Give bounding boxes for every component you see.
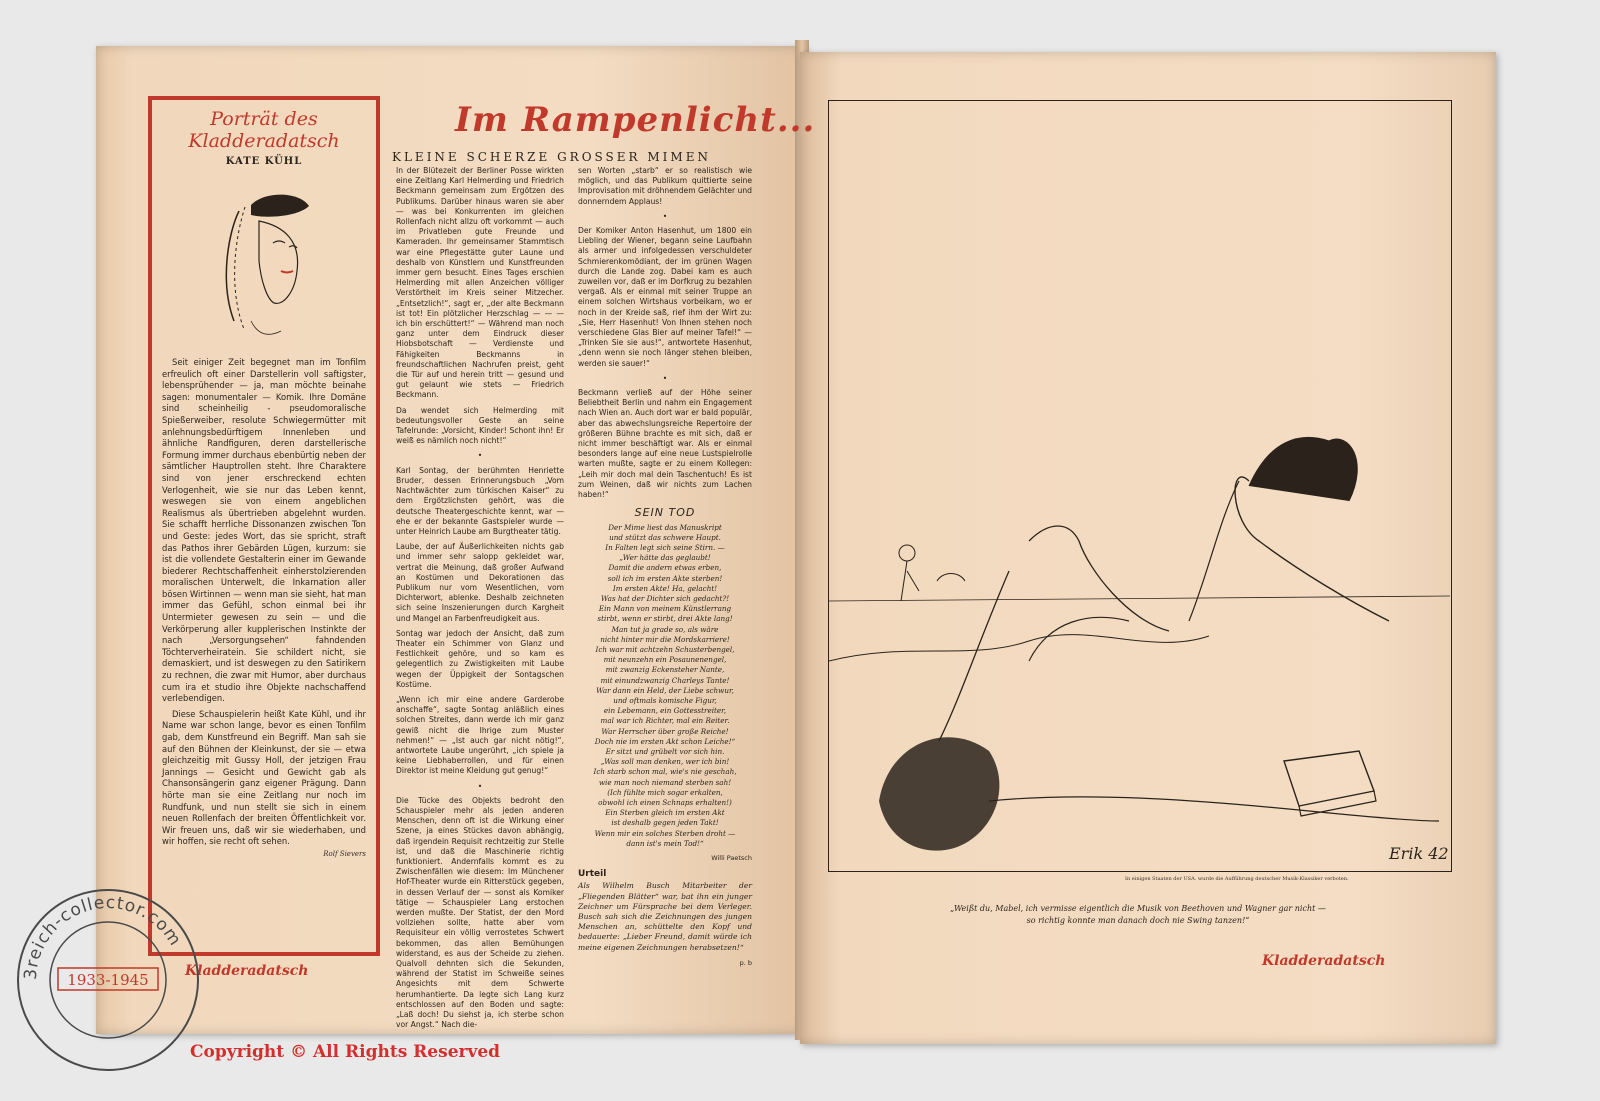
portrait-caricature-image (189, 171, 339, 351)
cartoon-credit: In einigen Staaten der USA. wurde die Aufführung deutscher Musik-Klassiker verboten. (1125, 876, 1349, 882)
portrait-author: Rolf Sievers (323, 849, 366, 858)
poem-line: ein Lebemann, ein Gottesstreiter, (603, 706, 727, 716)
cartoon-frame (828, 100, 1452, 872)
article-paragraph: Laube, der auf Äußerlichkeiten nichts gab und immer sehr salopp gekleidet war, vertrat die Meinung, daß großer Aufwand an Kostümen und Dekorationen das Publikum nur vom Wesentlichen, vom Dichterwort, ablenke. Deshalb zeichneten sich seine Inszenierungen durch Kargheit und Mangel an Farbenfreudigkeit aus. (396, 542, 564, 623)
separator-dot: • (662, 373, 668, 383)
poem-line: Ein Sterben gleich im ersten Akt (605, 808, 725, 818)
portrait-text (162, 357, 366, 848)
poem (578, 523, 752, 850)
portrait-paragraph: Seit einiger Zeit begegnet man im Tonfilm erfreulich oft einer Darstellerin voll saftigster, lebensprühender — ja, man möchte beinahe sagen: monumentaler — Komik. Ihre Domäne sind scheinheilig - pseudomoralische Spießerweiber, resolute Schwiegermütter mit anlehnungsbedürftigem Innenleben und ähnliche Randfiguren, deren darstellerische Formung immer durchaus ebenbürtig neben der sämtlicher Hauptrollen steht. Ihre Charaktere sind von jener erschreckend echten Verlogenheit, wie sie nur das Leben kennt, weswegen sie von einem angeblichen Realismus als übertrieben abgelehnt wurden. Sie schafft herrliche Dissonanzen zwischen Ton und Geste: jedes Wort, das sie spricht, straft das Pathos ihrer Gebärden Lügen, kurzum: sie ist die vollendete Gestalterin einer im Gewande biederer Rechtschaffenheit einherstolzierenden moralischen Unterwelt, die Inkarnation aller bösen Wirtinnen — wenn man sie sieht, hat man immer das Gefühl, schon einmal bei ihr Untermieter gewesen zu sein — und die Verkörperung aller kupplerischen Instinkte der nach „Versorgungsehen“ fahndenden Töchterverheiratein. Sie schildert nicht, sie demaskiert, und ist deswegen zu den Satirikern zu rechnen, die zwar mit Humor, aber durchaus cum ira et studio ihre Objekte nachschaffend verlebendigen. (162, 357, 366, 704)
article-paragraph: Da wendet sich Helmerding mit bedeutungsvoller Geste an seine Tafelrunde: „Vorsicht, Kinder! Schont ihn! Er weiß es nämlich noch nicht!“ (396, 405, 564, 446)
collector-stamp-watermark (14, 886, 202, 1074)
poem-line: War Herrscher über große Reiche! (601, 726, 729, 736)
poem-line: mit zwanzig Eckensteher Nante, (605, 665, 725, 675)
poem-line: und stützt das schwere Haupt. (609, 532, 721, 542)
poem-line: Damit die andern etwas erben, (608, 563, 722, 573)
article-paragraph: Der Komiker Anton Hasenhut, um 1800 ein Liebling der Wiener, begann seine Laufbahn als armer und infolgedessen verschuldeter Schmierenkomödiant, der im grünen Wagen durch die Lande zog. Dabei kam es auch zuweilen vor, daß er im Dorfkrug zu bezahlen vergaß. Als er einmal mit seiner Truppe an einem solchen Wirtshaus vorbeikam, wo er noch in der Kreide saß, rief ihm der Wirt zu: „Sie, Herr Hasenhut! Von Ihnen stehen noch verschiedene Glas Bier auf meiner Tafel!“ — „Trinken Sie sie aus!“, antwortete Hasenhut, „denn wenn sie noch länger stehen bleiben, werden sie sauer!“ (578, 226, 752, 368)
stamp-years: 1933-1945 (67, 971, 149, 989)
article-paragraph: Beckmann verließ auf der Höhe seiner Beliebtheit Berlin und nahm ein Engagement nach Wien an. Auch dort war er bald populär, aber das abwechslungsreiche Repertoire der größeren Bühne brachte es mit sich, daß er nicht immer beschäftigt war. Als er einmal besonders lange auf eine neue Lustspielrolle warten mußte, sagte er zu einem Kollegen: „Leih mir doch mal dein Taschentuch! Es ist zum Weinen, daß wir nichts zum Lachen haben!“ (578, 388, 752, 500)
caption-line: so richtig konnte man danach doch nie Swing tanzen!“ (1026, 916, 1250, 925)
portrait-paragraph: Diese Schauspielerin heißt Kate Kühl, und ihr Name war schon lange, bevor es einen Tonfilm gab, dem Kunstfreund ein Begriff. Man sah sie auf den Bühnen der Kleinkunst, der sie — etwa gleichzeitig mit Gussy Holl, der jetzigen Frau Jannings — Gesicht und Gewicht gab als Chansonsängerin ganz eigener Prägung. Dann hörte man sie eine Zeitlang nur noch im Rundfunk, und nun stellt sie sich in einem neuen Rollenfach der breiten Öffentlichkeit vor. Wir freuen uns, daß wir sie wiederhaben, und wir hoffen, sie recht oft sehen. (162, 708, 366, 847)
copyright-notice: Copyright © All Rights Reserved (190, 1042, 501, 1062)
poem-line: nicht hinter mir die Mordskarriere! (600, 634, 730, 644)
poem-line: mit neunzehn ein Posaunenengel, (603, 655, 727, 665)
poem-line: mit einundzwanzig Charleys Tante! (600, 675, 730, 685)
poem-line: Man tut ja grade so, als wäre (611, 624, 719, 634)
poem-line: Ich war mit achtzehn Schusterbengel, (595, 644, 735, 654)
poem-line: stirbt, wenn er stirbt, drei Akte lang! (597, 614, 733, 624)
article-paragraph: In der Blütezeit der Berliner Posse wirkten eine Zeitlang Karl Helmerding und Friedrich Beckmann gemeinsam zum Ergötzen des Publikums. Darüber hinaus waren sie aber — was bei Konkurrenten im gleichen Rollenfach nicht allzu oft vorkommt — auch im Privatleben gute Freunde und Kameraden. Ihr gemeinsamer Stammtisch war eine Pflegestätte guter Laune und deshalb von Künstlern und Kunstfreunden immer gern besucht. Eines Tages erschien Helmerding mit allen Anzeichen völliger Verstörtheit im Kreis seiner Mitzecher. „Entsetzlich!“, sagt er, „der alte Beckmann ist tot! Ein plötzlicher Herzschlag — — — ich bin erschüttert!“ — Während man noch ganz unter dem Eindruck dieser Hiobsbotschaft — Verdienste und Fähigkeiten Beckmanns in freundschaftlichen Nachrufen preist, geht die Tür auf und herein tritt — gesund und gut gelaunt wie stets — Friedrich Beckmann. (396, 166, 564, 400)
portrait-box (148, 96, 380, 956)
article-paragraph: Die Tücke des Objekts bedroht den Schauspieler mehr als jeden anderen Menschen, denn oft ist die Wirkung einer Szene, ja eines Stückes davon abhängig, daß irgendein Requisit rechtzeitig zur Stelle ist, und daß die Maschinerie richtig funktioniert. Andernfalls kommt es zu Zwischenfällen wie diesem: Im Münchener Hof-Theater wurde ein Ritterstück gegeben, in dessen Verlauf der — sonst als Komiker tätige — Schauspieler Lang erstochen werden mußte. Der Statist, der den Mord vollziehen sollte, hatte aber vom Requisiteur ein völlig verrostetes Schwert bekommen, das allen Bemühungen widerstand, es aus der Scheide zu ziehen. Qualvoll dehnten sich die Sekunden, während der Statist im Schweiße seines Angesichts mit dem Schwerte herumhantierte. Da legte sich Lang kurz entschlossen auf den Boden und sagte: „Laß doch! Du siehst ja, ich sterbe schon vor Angst.“ Nach die- (396, 795, 564, 1030)
portrait-name: KATE KÜHL (225, 156, 303, 167)
urteil-author: p. b (739, 958, 752, 967)
poem-line: und oftmals komische Figur, (613, 695, 717, 705)
beach-cartoon-image (829, 101, 1450, 870)
poem-line: Er sitzt und grübelt vor sich hin. (605, 746, 725, 756)
poem-line: (Ich fühlte mich sogar erkalten, (607, 787, 723, 797)
poem-line: wie man noch niemand sterben sah! (598, 777, 732, 787)
poem-line: dann ist's mein Tod!“ (626, 838, 704, 848)
poem-line: Im ersten Akte! Ha, gelacht! (612, 583, 718, 593)
article-paragraph: Sontag war jedoch der Ansicht, daß zum Theater ein Schimmer von Glanz und Festlichkeit gehöre, und so kam es gelegentlich zu Zwistigkeiten mit Laube wegen der Üppigkeit der Sontagschen Kostüme. (396, 628, 564, 689)
poem-title: SEIN TOD (634, 506, 696, 520)
article-subtitle: KLEINE SCHERZE GROSSER MIMEN (392, 150, 711, 164)
poem-line: ist deshalb gegen jeden Takt! (611, 818, 719, 828)
article-title: Im Rampenlicht... (455, 100, 816, 140)
article-paragraph: „Wenn ich mir eine andere Garderobe anschaffe“, sagte Sontag anläßlich eines solchen Streites, dann werde ich mir ganz gewiß nicht die Ihrige zum Muster nehmen!“ — „Ist auch gar nicht nötig!“, antwortete Laube ungerührt, „ich spiele ja keine Liebhaberrollen, und für einen Direktor ist meine Kleidung gut genug!“ (396, 694, 564, 776)
cartoon-signature: Erik 42 (1389, 844, 1449, 863)
caption-line: „Weißt du, Mabel, ich vermisse eigentlich die Musik von Beethoven und Wagner gar nicht — (950, 904, 1326, 913)
separator-dot: • (477, 781, 483, 791)
poem-line: „Was soll man denken, wer ich bin! (600, 757, 730, 767)
stamp-text: 3reich-collector.com (20, 892, 186, 981)
article-paragraph: sen Worten „starb“ er so realistisch wie möglich, und das Publikum quittierte seine Improvisation mit dröhnendem Gelächter und donnerndem Applaus! (578, 166, 752, 206)
urteil-text: Als Wilhelm Busch Mitarbeiter der „Fliegenden Blätter“ war, bat ihn ein junger Zeichner um Fürsprache bei dem Verleger. Busch sah sich die Zeichnungen des jungen Menschen an, schüttelte den Kopf und bedauerte: „Lieber Freund, damit würde ich meine eigenen Zeichnungen herabsetzen!“ (578, 881, 752, 952)
poem-line: mal war ich Richter, mal ein Reiter. (600, 716, 730, 726)
cartoon-caption (918, 903, 1358, 927)
poem-line: In Falten legt sich seine Stirn. — (605, 542, 725, 552)
article-column-1 (396, 166, 564, 1035)
poem-line: Ein Mann von meinem Künstlerrang (598, 604, 732, 614)
portrait-heading: Porträt des Kladderadatsch (188, 108, 340, 152)
separator-dot: • (477, 451, 483, 461)
separator-dot: • (662, 211, 668, 221)
article-column-2 (578, 166, 752, 974)
poem-line: „Wer hätte das geglaubt! (619, 553, 711, 563)
poem-line: obwohl ich einen Schnaps erhalten!) (598, 797, 732, 807)
article-paragraph: Karl Sontag, der berühmten Henriette Bruder, dessen Erinnerungsbuch „Vom Nachtwächter zum türkischen Kaiser“ zu dem Ergötzlichsten gehört, was die deutsche Theatergeschichte kennt, war — ehe er der bekannte Gastspieler wurde — unter Heinrich Laube am Burgtheater tätig. (396, 465, 564, 536)
poem-line: Der Mime liest das Manuskript (608, 522, 722, 532)
poem-line: Ich starb schon mal, wie's nie geschah, (593, 767, 737, 777)
poem-line: War dann ein Held, der Liebe schwur, (596, 685, 734, 695)
left-footer-logo: Kladderadatsch (185, 963, 309, 979)
poem-author: Willi Paetsch (711, 854, 752, 862)
urteil-heading: Urteil (578, 869, 607, 880)
right-footer-logo: Kladderadatsch (1262, 953, 1386, 969)
poem-line: soll ich im ersten Akte sterben! (607, 573, 723, 583)
poem-line: Wenn mir ein solches Sterben droht — (594, 828, 736, 838)
poem-line: Doch nie im ersten Akt schon Leiche!“ (594, 736, 736, 746)
poem-line: Was hat der Dichter sich gedacht?! (600, 593, 730, 603)
